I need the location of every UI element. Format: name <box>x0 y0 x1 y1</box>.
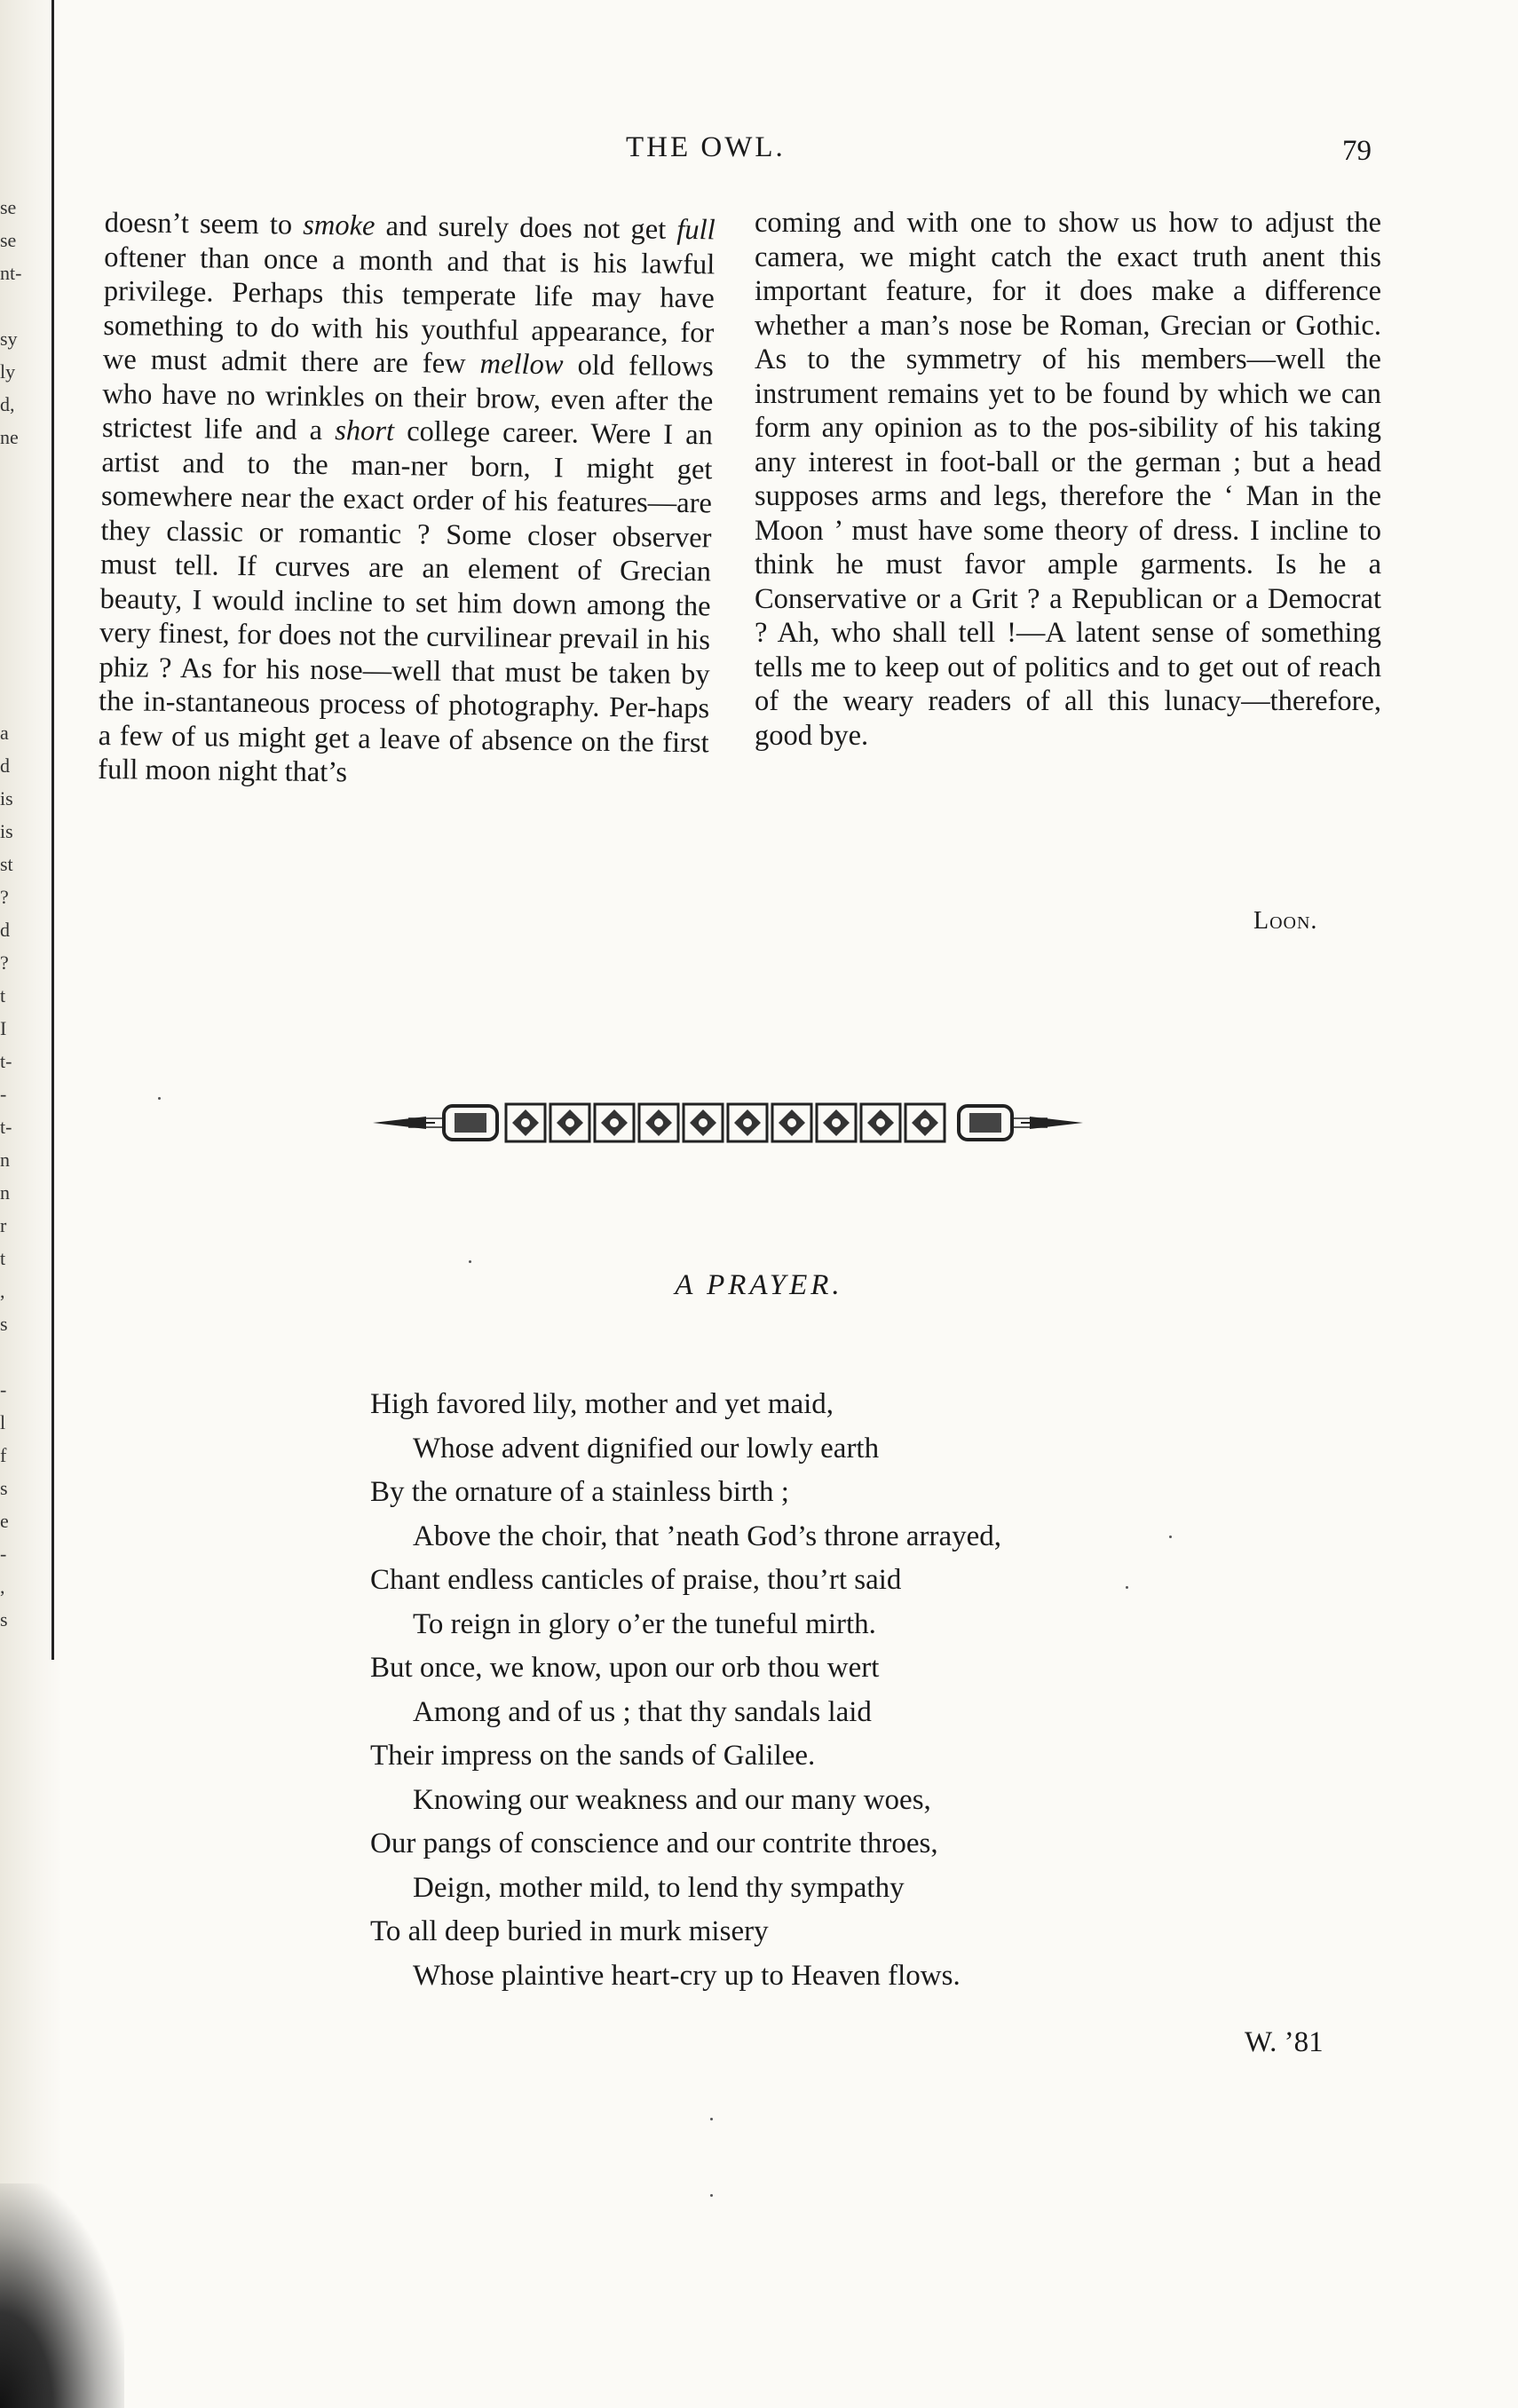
poem-line: Whose advent dignified our lowly earth <box>413 1432 880 1465</box>
print-speck <box>158 1097 161 1100</box>
poem-line: By the ornature of a stainless birth ; <box>370 1476 789 1508</box>
ornament-dot <box>921 1118 929 1127</box>
print-speck <box>710 2194 713 2197</box>
ornament-dot <box>832 1118 841 1127</box>
print-speck <box>710 2118 713 2120</box>
poem-line: Chant endless canticles of praise, thou’rt said <box>370 1564 902 1596</box>
print-speck <box>1169 1536 1172 1538</box>
poem-body <box>370 1383 1258 1998</box>
ornament-dot <box>876 1118 885 1127</box>
italic-word: mellow <box>479 348 564 382</box>
page-header <box>0 131 1518 176</box>
italic-word: smoke <box>303 209 376 242</box>
right-column-paragraph: coming and with one to show us how to adjust the camera, we might catch the exact truth anent this important feature, for it does make a difference whether a man’s nose be Roman, Grecian or Gothic. As to the symmetry of his members—well the instrument remains yet to be found by which we can form any opinion as to the pos-sibility of his taking any interest in foot-ball or the german ; but a head supposes arms and legs, therefore the ‘ Man in the Moon ’ must have some theory of dress. I incline to think he must favor ample garments. Is he a Conservative or a Grit ? a Republican or a Democrat ? Ah, who shall tell !—A latent sense of something tells me to keep out of politics and to get out of reach of the weary readers of all this lunacy—therefore, good bye. <box>755 207 1381 752</box>
running-title: THE OWL. <box>626 131 786 163</box>
ornament-dot <box>787 1118 796 1127</box>
print-speck <box>1126 1586 1128 1589</box>
ornament-dot <box>565 1118 574 1127</box>
text-run: oftener than once a month and that is his lawful privilege. Perhaps this temperate life may have something to do with his youthful appearance, for we must admit there are few <box>102 241 716 381</box>
ornament-dot <box>699 1118 708 1127</box>
left-column <box>98 206 716 794</box>
poem-line: Deign, mother mild, to lend thy sympathy <box>413 1871 905 1904</box>
text-run: old fellows who have no wrinkles on their brow, even after the strictest life and a <box>101 349 715 447</box>
poem-line: Their impress on the sands of Galilee. <box>370 1740 816 1772</box>
ornament-dot <box>521 1118 530 1127</box>
italic-word: full <box>676 213 716 247</box>
poem-line: To reign in glory o’er the tuneful mirth. <box>413 1607 876 1640</box>
ornament-dot <box>610 1118 619 1127</box>
poem-author: W. ’81 <box>1245 2026 1324 2058</box>
poem-line: Whose plaintive heart-cry up to Heaven flows. <box>413 1959 961 1992</box>
poem-line: Above the choir, that ’neath God’s throne arrayed, <box>413 1520 1002 1552</box>
poem-line: High favored lily, mother and yet maid, <box>370 1388 834 1420</box>
binding-edge <box>51 0 54 1660</box>
poem-line: But once, we know, upon our orb thou wert <box>370 1652 880 1684</box>
facing-page-bleed-text: se se nt- sy ly d, ne a d is is st ? d ? t I t- - t- n n r t , s - l f s e - , s <box>0 196 22 1630</box>
ornament-dot <box>654 1118 663 1127</box>
italic-word: short <box>335 414 395 448</box>
text-run: and surely does not get <box>375 209 677 246</box>
ornament-dot <box>743 1118 752 1127</box>
print-speck <box>469 1260 471 1263</box>
text-run: college career. Were I an artist and to the man-ner born, I might get somewhere near the exact order of his features—are they classic or romantic ? Some closer observer must tell. If curves are an element of Grecian beauty, I would incline to set him down among the very finest, for does not the curvilinear prevail in his phiz ? As for his nose—well that must be taken by the in-stantaneous process of photography. Per-haps a few of us might get a leave of absence on the first full moon night that’s <box>98 415 714 789</box>
text-run: doesn’t seem to <box>104 206 304 241</box>
poem-line: Our pangs of conscience and our contrite throes, <box>370 1828 938 1859</box>
page-number: 79 <box>1342 135 1372 167</box>
left-column-paragraph <box>98 206 716 794</box>
poem-title: A PRAYER. <box>675 1269 843 1301</box>
poem-line: Among and of us ; that thy sandals laid <box>413 1695 872 1728</box>
poem-line: To all deep buried in murk misery <box>370 1915 769 1947</box>
poem-line: Knowing our weakness and our many woes, <box>413 1783 931 1816</box>
right-column <box>755 206 1381 753</box>
decorative-rule-ornament <box>373 1093 1083 1152</box>
article-signature: Loon. <box>1253 907 1318 935</box>
page-curl-shadow <box>0 2183 124 2408</box>
